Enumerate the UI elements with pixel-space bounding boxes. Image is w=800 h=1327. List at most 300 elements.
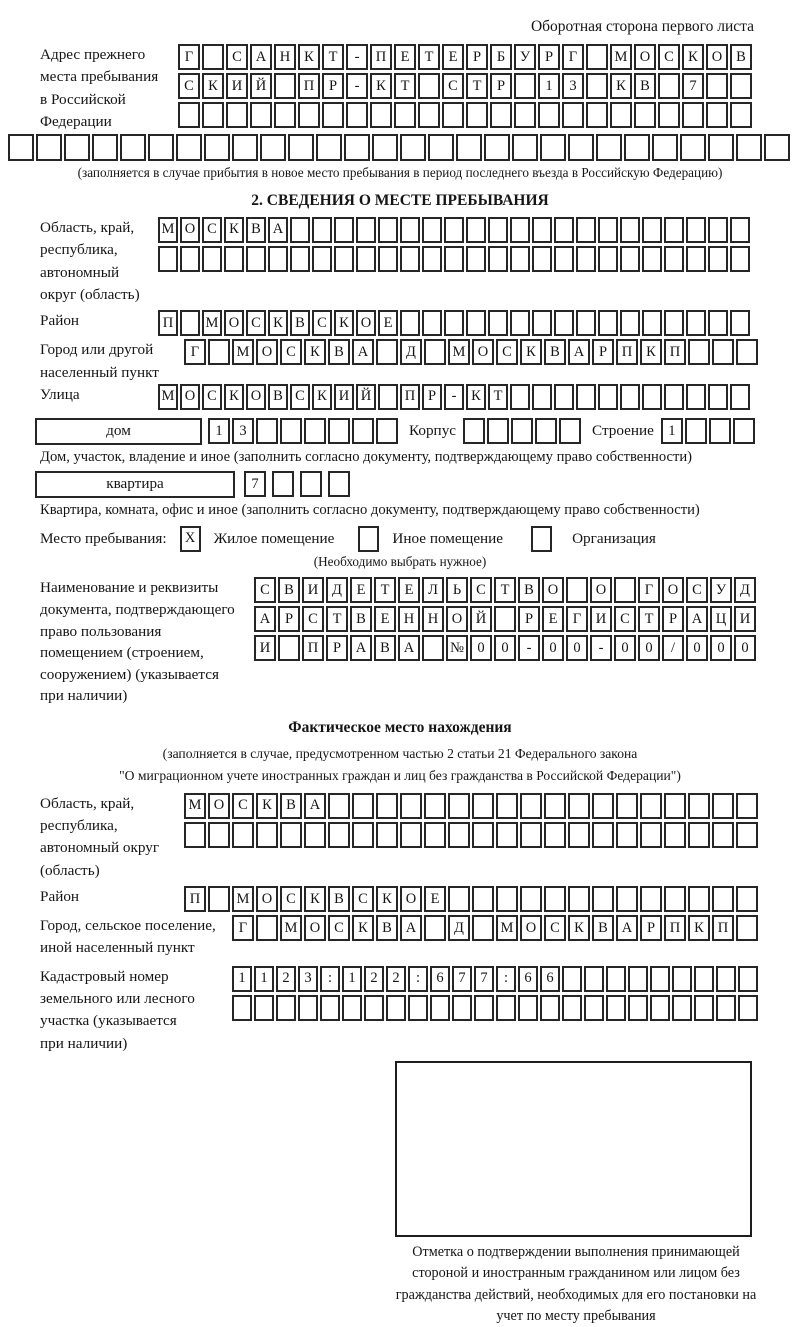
char-box[interactable] <box>688 793 710 819</box>
char-box[interactable] <box>650 966 670 992</box>
char-box[interactable] <box>304 418 326 444</box>
char-box[interactable] <box>298 102 320 128</box>
char-box[interactable] <box>487 418 509 444</box>
char-box[interactable]: У <box>710 577 732 603</box>
char-box[interactable] <box>682 102 704 128</box>
char-box[interactable] <box>372 134 398 161</box>
char-box[interactable] <box>568 134 594 161</box>
char-box[interactable] <box>484 134 510 161</box>
char-box[interactable] <box>280 418 302 444</box>
char-box[interactable]: Е <box>398 577 420 603</box>
char-box[interactable] <box>540 134 566 161</box>
char-box[interactable] <box>554 246 574 272</box>
char-box[interactable]: 1 <box>232 966 252 992</box>
char-box[interactable] <box>184 822 206 848</box>
char-box[interactable] <box>232 822 254 848</box>
char-box[interactable]: О <box>180 384 200 410</box>
char-box[interactable]: Р <box>422 384 442 410</box>
char-box[interactable]: Г <box>178 44 200 70</box>
char-box[interactable]: М <box>232 339 254 365</box>
char-box[interactable]: Т <box>638 606 660 632</box>
char-box[interactable]: - <box>590 635 612 661</box>
char-box[interactable]: 3 <box>562 73 584 99</box>
char-box[interactable] <box>456 134 482 161</box>
char-box[interactable] <box>424 339 446 365</box>
char-box[interactable] <box>712 822 734 848</box>
char-box[interactable]: А <box>616 915 638 941</box>
char-box[interactable]: П <box>302 635 324 661</box>
char-box[interactable] <box>400 310 420 336</box>
char-box[interactable]: 0 <box>470 635 492 661</box>
char-box[interactable]: Н <box>398 606 420 632</box>
char-box[interactable] <box>628 966 648 992</box>
char-box[interactable] <box>316 134 342 161</box>
char-box[interactable] <box>554 310 574 336</box>
char-box[interactable]: Т <box>374 577 396 603</box>
char-box[interactable] <box>576 310 596 336</box>
char-box[interactable] <box>510 246 530 272</box>
char-box[interactable] <box>640 822 662 848</box>
char-box[interactable]: С <box>246 310 266 336</box>
char-box[interactable]: И <box>226 73 248 99</box>
char-box[interactable] <box>256 915 278 941</box>
char-box[interactable]: 3 <box>298 966 318 992</box>
char-box[interactable]: 2 <box>364 966 384 992</box>
char-box[interactable] <box>452 995 472 1021</box>
char-box[interactable]: С <box>178 73 200 99</box>
char-box[interactable] <box>586 73 608 99</box>
char-box[interactable]: М <box>232 886 254 912</box>
char-box[interactable]: С <box>232 793 254 819</box>
char-box[interactable] <box>376 339 398 365</box>
char-box[interactable] <box>598 246 618 272</box>
char-box[interactable] <box>586 44 608 70</box>
char-box[interactable] <box>208 822 230 848</box>
char-box[interactable]: 2 <box>276 966 296 992</box>
char-box[interactable]: Б <box>490 44 512 70</box>
char-box[interactable] <box>342 995 362 1021</box>
char-box[interactable]: М <box>158 217 178 243</box>
char-box[interactable]: К <box>568 915 590 941</box>
char-box[interactable] <box>620 246 640 272</box>
char-box[interactable]: Г <box>184 339 206 365</box>
char-box[interactable]: А <box>568 339 590 365</box>
char-box[interactable]: / <box>662 635 684 661</box>
char-box[interactable]: О <box>706 44 728 70</box>
char-box[interactable]: И <box>590 606 612 632</box>
char-box[interactable]: П <box>298 73 320 99</box>
char-box[interactable] <box>280 822 302 848</box>
char-box[interactable] <box>444 217 464 243</box>
char-box[interactable] <box>554 217 574 243</box>
char-box[interactable]: С <box>202 384 222 410</box>
char-box[interactable]: К <box>304 886 326 912</box>
char-box[interactable]: С <box>470 577 492 603</box>
char-box[interactable]: Т <box>494 577 516 603</box>
checkbox-organization[interactable] <box>531 526 552 552</box>
char-box[interactable]: О <box>224 310 244 336</box>
char-box[interactable]: Е <box>350 577 372 603</box>
char-box[interactable] <box>694 966 714 992</box>
char-box[interactable] <box>322 102 344 128</box>
char-box[interactable] <box>658 73 680 99</box>
char-box[interactable]: С <box>226 44 248 70</box>
char-box[interactable] <box>518 995 538 1021</box>
char-box[interactable] <box>463 418 485 444</box>
char-box[interactable]: Е <box>424 886 446 912</box>
char-box[interactable]: 0 <box>614 635 636 661</box>
char-box[interactable] <box>394 102 416 128</box>
char-box[interactable] <box>736 915 758 941</box>
char-box[interactable]: К <box>352 915 374 941</box>
char-box[interactable]: Е <box>394 44 416 70</box>
char-box[interactable]: О <box>520 915 542 941</box>
char-box[interactable] <box>430 995 450 1021</box>
char-box[interactable] <box>496 793 518 819</box>
char-box[interactable] <box>712 793 734 819</box>
char-box[interactable]: В <box>634 73 656 99</box>
char-box[interactable]: О <box>446 606 468 632</box>
char-box[interactable] <box>706 73 728 99</box>
char-box[interactable] <box>510 217 530 243</box>
char-box[interactable]: Н <box>274 44 296 70</box>
char-box[interactable] <box>256 418 278 444</box>
char-box[interactable] <box>418 102 440 128</box>
char-box[interactable] <box>274 102 296 128</box>
char-box[interactable] <box>616 793 638 819</box>
char-box[interactable] <box>606 966 626 992</box>
char-box[interactable] <box>290 217 310 243</box>
char-box[interactable]: С <box>658 44 680 70</box>
char-box[interactable]: О <box>356 310 376 336</box>
char-box[interactable]: 6 <box>540 966 560 992</box>
char-box[interactable] <box>64 134 90 161</box>
char-box[interactable] <box>592 886 614 912</box>
char-box[interactable] <box>472 886 494 912</box>
char-box[interactable] <box>511 418 533 444</box>
char-box[interactable] <box>730 246 750 272</box>
char-box[interactable]: А <box>268 217 288 243</box>
char-box[interactable]: П <box>184 886 206 912</box>
char-box[interactable]: О <box>472 339 494 365</box>
char-box[interactable] <box>688 886 710 912</box>
char-box[interactable]: В <box>280 793 302 819</box>
char-box[interactable]: В <box>328 886 350 912</box>
char-box[interactable] <box>688 339 710 365</box>
char-box[interactable] <box>512 134 538 161</box>
char-box[interactable] <box>708 217 728 243</box>
char-box[interactable]: Д <box>734 577 756 603</box>
char-box[interactable]: К <box>466 384 486 410</box>
char-box[interactable] <box>712 886 734 912</box>
char-box[interactable]: 0 <box>686 635 708 661</box>
char-box[interactable] <box>642 310 662 336</box>
char-box[interactable]: К <box>304 339 326 365</box>
char-box[interactable] <box>566 577 588 603</box>
char-box[interactable] <box>346 102 368 128</box>
char-box[interactable]: П <box>400 384 420 410</box>
char-box[interactable] <box>620 310 640 336</box>
apartment-type-box[interactable]: квартира <box>35 471 235 498</box>
char-box[interactable] <box>592 793 614 819</box>
char-box[interactable] <box>672 966 692 992</box>
char-box[interactable] <box>686 246 706 272</box>
char-box[interactable]: К <box>640 339 662 365</box>
char-box[interactable] <box>320 995 340 1021</box>
char-box[interactable]: 7 <box>682 73 704 99</box>
char-box[interactable] <box>736 339 758 365</box>
char-box[interactable] <box>496 995 516 1021</box>
char-box[interactable]: Р <box>326 635 348 661</box>
char-box[interactable] <box>576 217 596 243</box>
char-box[interactable] <box>532 217 552 243</box>
char-box[interactable]: С <box>614 606 636 632</box>
char-box[interactable] <box>708 310 728 336</box>
char-box[interactable]: М <box>496 915 518 941</box>
char-box[interactable] <box>540 995 560 1021</box>
char-box[interactable] <box>474 995 494 1021</box>
char-box[interactable]: С <box>202 217 222 243</box>
char-box[interactable]: 1 <box>661 418 683 444</box>
char-box[interactable] <box>658 102 680 128</box>
char-box[interactable]: Е <box>542 606 564 632</box>
char-box[interactable]: П <box>158 310 178 336</box>
char-box[interactable] <box>202 44 224 70</box>
char-box[interactable] <box>202 246 222 272</box>
char-box[interactable]: 1 <box>208 418 230 444</box>
char-box[interactable] <box>568 822 590 848</box>
char-box[interactable] <box>544 886 566 912</box>
char-box[interactable]: М <box>202 310 222 336</box>
char-box[interactable]: Н <box>422 606 444 632</box>
char-box[interactable] <box>472 793 494 819</box>
char-box[interactable] <box>386 995 406 1021</box>
char-box[interactable]: А <box>254 606 276 632</box>
char-box[interactable] <box>664 886 686 912</box>
char-box[interactable] <box>544 822 566 848</box>
char-box[interactable] <box>738 995 758 1021</box>
char-box[interactable] <box>708 384 728 410</box>
char-box[interactable] <box>448 822 470 848</box>
char-box[interactable] <box>520 886 542 912</box>
char-box[interactable] <box>490 102 512 128</box>
char-box[interactable]: К <box>370 73 392 99</box>
char-box[interactable]: В <box>328 339 350 365</box>
char-box[interactable] <box>356 246 376 272</box>
char-box[interactable]: Г <box>232 915 254 941</box>
char-box[interactable] <box>424 822 446 848</box>
char-box[interactable]: В <box>518 577 540 603</box>
char-box[interactable]: О <box>542 577 564 603</box>
char-box[interactable] <box>466 102 488 128</box>
char-box[interactable] <box>559 418 581 444</box>
char-box[interactable]: 0 <box>638 635 660 661</box>
char-box[interactable]: А <box>352 339 374 365</box>
char-box[interactable] <box>246 246 266 272</box>
char-box[interactable] <box>562 995 582 1021</box>
checkbox-other-premises[interactable] <box>358 526 379 552</box>
char-box[interactable]: О <box>590 577 612 603</box>
char-box[interactable]: С <box>290 384 310 410</box>
char-box[interactable]: 1 <box>254 966 274 992</box>
char-box[interactable]: К <box>334 310 354 336</box>
char-box[interactable] <box>180 310 200 336</box>
char-box[interactable]: О <box>634 44 656 70</box>
char-box[interactable] <box>664 310 684 336</box>
char-box[interactable]: 6 <box>430 966 450 992</box>
char-box[interactable]: 2 <box>386 966 406 992</box>
char-box[interactable] <box>290 246 310 272</box>
char-box[interactable] <box>664 384 684 410</box>
char-box[interactable]: П <box>712 915 734 941</box>
char-box[interactable] <box>596 134 622 161</box>
char-box[interactable] <box>328 418 350 444</box>
char-box[interactable] <box>568 886 590 912</box>
char-box[interactable] <box>598 310 618 336</box>
char-box[interactable] <box>488 310 508 336</box>
char-box[interactable] <box>642 384 662 410</box>
char-box[interactable] <box>544 793 566 819</box>
char-box[interactable]: Р <box>490 73 512 99</box>
char-box[interactable]: К <box>224 217 244 243</box>
char-box[interactable]: : <box>408 966 428 992</box>
char-box[interactable] <box>706 102 728 128</box>
char-box[interactable] <box>514 102 536 128</box>
char-box[interactable] <box>634 102 656 128</box>
char-box[interactable] <box>694 995 714 1021</box>
char-box[interactable] <box>408 995 428 1021</box>
char-box[interactable]: В <box>268 384 288 410</box>
char-box[interactable] <box>584 995 604 1021</box>
char-box[interactable] <box>712 339 734 365</box>
char-box[interactable]: О <box>180 217 200 243</box>
char-box[interactable] <box>584 966 604 992</box>
char-box[interactable]: В <box>290 310 310 336</box>
char-box[interactable]: - <box>346 73 368 99</box>
char-box[interactable] <box>640 886 662 912</box>
char-box[interactable]: : <box>320 966 340 992</box>
char-box[interactable]: Е <box>374 606 396 632</box>
char-box[interactable] <box>472 822 494 848</box>
char-box[interactable]: К <box>610 73 632 99</box>
char-box[interactable] <box>328 471 350 497</box>
char-box[interactable] <box>532 384 552 410</box>
char-box[interactable]: А <box>400 915 422 941</box>
char-box[interactable]: К <box>224 384 244 410</box>
char-box[interactable] <box>250 102 272 128</box>
char-box[interactable]: Т <box>326 606 348 632</box>
char-box[interactable]: Т <box>466 73 488 99</box>
char-box[interactable] <box>334 217 354 243</box>
char-box[interactable] <box>472 915 494 941</box>
char-box[interactable] <box>709 418 731 444</box>
char-box[interactable] <box>736 886 758 912</box>
char-box[interactable] <box>576 384 596 410</box>
char-box[interactable] <box>376 793 398 819</box>
char-box[interactable] <box>664 822 686 848</box>
char-box[interactable]: К <box>688 915 710 941</box>
char-box[interactable]: - <box>346 44 368 70</box>
char-box[interactable]: К <box>268 310 288 336</box>
char-box[interactable]: Г <box>638 577 660 603</box>
char-box[interactable]: В <box>544 339 566 365</box>
char-box[interactable] <box>422 635 444 661</box>
char-box[interactable] <box>288 134 314 161</box>
char-box[interactable] <box>730 384 750 410</box>
char-box[interactable] <box>400 217 420 243</box>
char-box[interactable]: Р <box>466 44 488 70</box>
char-box[interactable]: С <box>496 339 518 365</box>
char-box[interactable]: А <box>350 635 372 661</box>
char-box[interactable]: Й <box>356 384 376 410</box>
char-box[interactable] <box>448 793 470 819</box>
char-box[interactable] <box>232 134 258 161</box>
char-box[interactable] <box>520 822 542 848</box>
char-box[interactable]: Ц <box>710 606 732 632</box>
char-box[interactable]: Д <box>448 915 470 941</box>
char-box[interactable]: О <box>256 339 278 365</box>
char-box[interactable] <box>466 217 486 243</box>
char-box[interactable]: К <box>682 44 704 70</box>
char-box[interactable] <box>764 134 790 161</box>
char-box[interactable]: А <box>398 635 420 661</box>
char-box[interactable] <box>158 246 178 272</box>
char-box[interactable]: С <box>312 310 332 336</box>
char-box[interactable]: А <box>686 606 708 632</box>
char-box[interactable] <box>178 102 200 128</box>
char-box[interactable] <box>424 793 446 819</box>
char-box[interactable]: О <box>256 886 278 912</box>
char-box[interactable] <box>598 384 618 410</box>
char-box[interactable] <box>562 966 582 992</box>
char-box[interactable]: К <box>376 886 398 912</box>
char-box[interactable] <box>716 966 736 992</box>
char-box[interactable] <box>685 418 707 444</box>
char-box[interactable] <box>642 246 662 272</box>
char-box[interactable]: Р <box>592 339 614 365</box>
char-box[interactable] <box>514 73 536 99</box>
char-box[interactable]: 7 <box>474 966 494 992</box>
char-box[interactable]: 0 <box>494 635 516 661</box>
char-box[interactable]: М <box>280 915 302 941</box>
char-box[interactable] <box>444 246 464 272</box>
char-box[interactable]: Р <box>538 44 560 70</box>
char-box[interactable] <box>488 246 508 272</box>
char-box[interactable] <box>736 822 758 848</box>
char-box[interactable]: Д <box>400 339 422 365</box>
char-box[interactable]: В <box>592 915 614 941</box>
char-box[interactable]: Й <box>470 606 492 632</box>
char-box[interactable]: С <box>302 606 324 632</box>
char-box[interactable] <box>686 217 706 243</box>
char-box[interactable] <box>278 635 300 661</box>
char-box[interactable] <box>680 134 706 161</box>
char-box[interactable] <box>510 384 530 410</box>
char-box[interactable]: М <box>184 793 206 819</box>
char-box[interactable] <box>400 822 422 848</box>
char-box[interactable] <box>224 246 244 272</box>
char-box[interactable] <box>568 793 590 819</box>
char-box[interactable] <box>176 134 202 161</box>
char-box[interactable] <box>736 134 762 161</box>
char-box[interactable]: В <box>350 606 372 632</box>
char-box[interactable]: Л <box>422 577 444 603</box>
char-box[interactable] <box>256 822 278 848</box>
char-box[interactable]: О <box>400 886 422 912</box>
char-box[interactable]: Р <box>640 915 662 941</box>
char-box[interactable]: 0 <box>734 635 756 661</box>
char-box[interactable] <box>730 310 750 336</box>
